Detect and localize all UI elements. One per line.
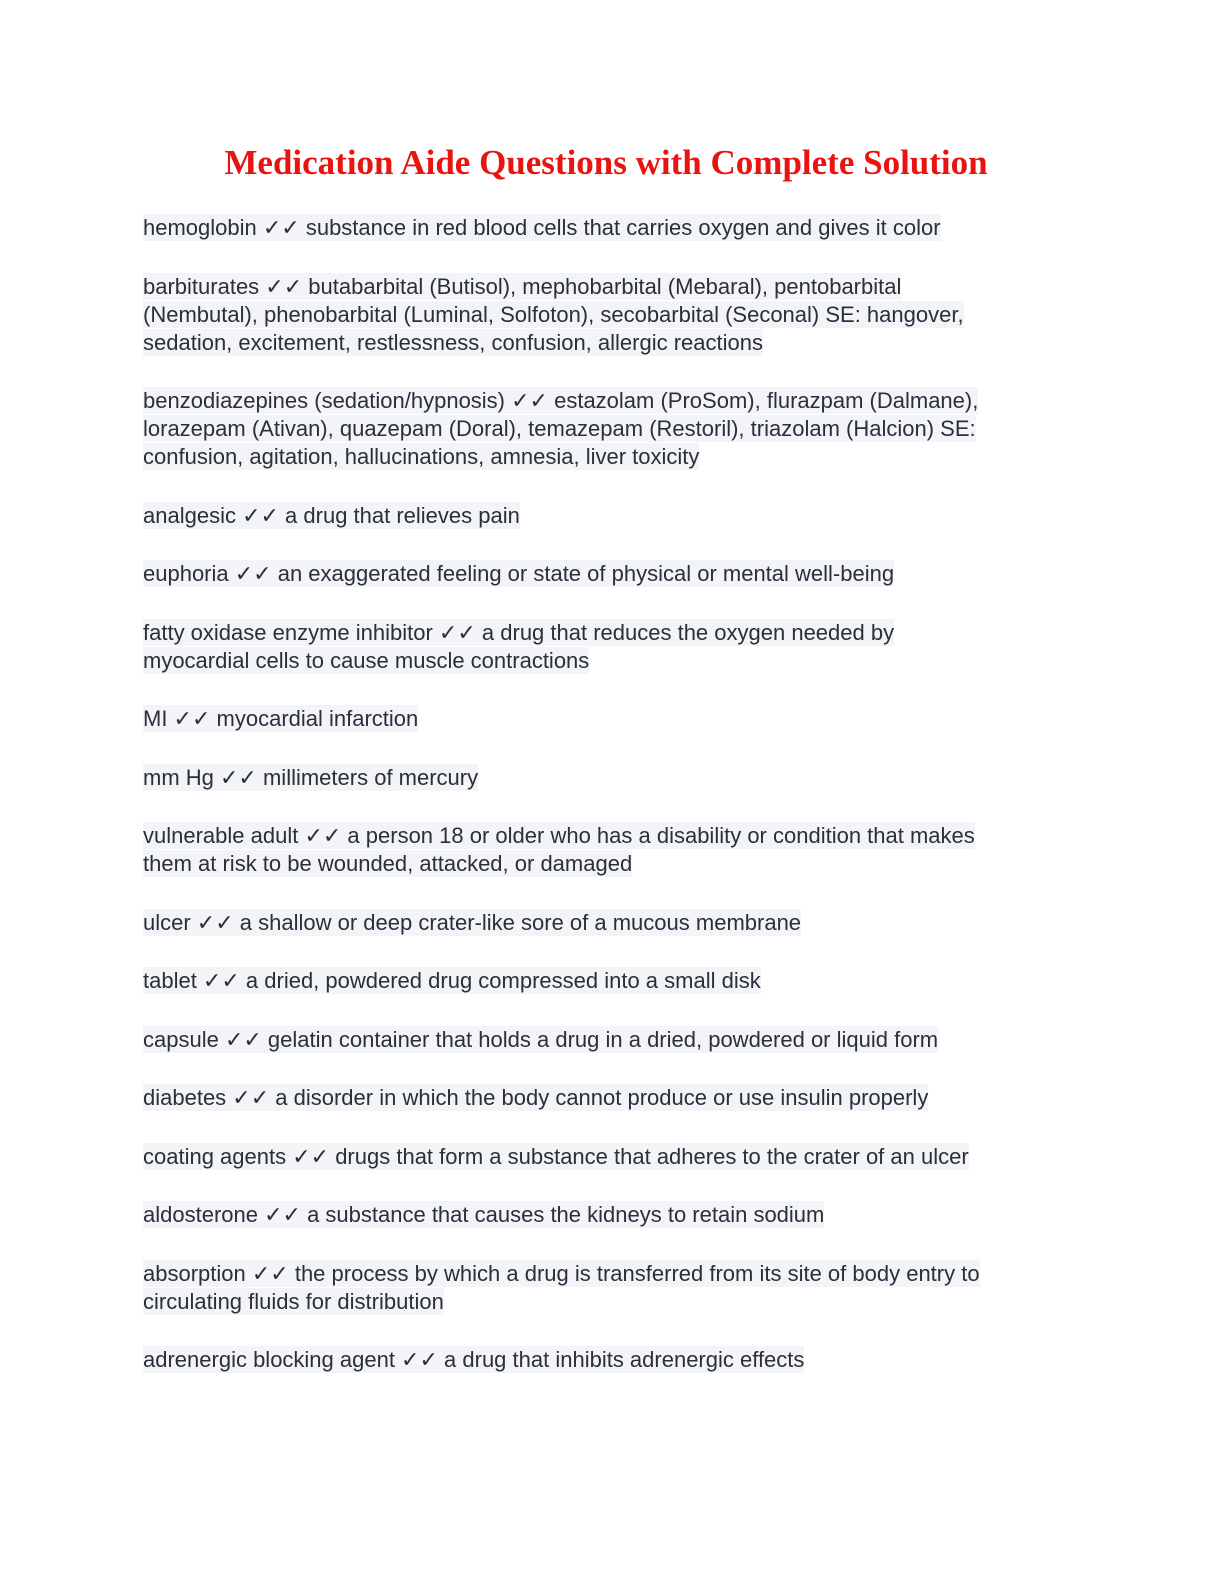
definition-entry [143, 1260, 1053, 1316]
entry-text: absorption ✓✓ the process by which a drug is transferred from its site of body entry to circulating fluids for distribution [143, 1260, 980, 1314]
entry-text: analgesic ✓✓ a drug that relieves pain [143, 502, 520, 528]
definition-entry [143, 560, 1053, 588]
entry-text: ulcer ✓✓ a shallow or deep crater-like sore of a mucous membrane [143, 909, 802, 935]
entry-text: hemoglobin ✓✓ substance in red blood cells that carries oxygen and gives it color [143, 215, 941, 240]
definition-entry [143, 822, 1053, 878]
entry-text: tablet ✓✓ a dried, powdered drug compressed into a small disk [143, 968, 761, 993]
entry-text: aldosterone ✓✓ a substance that causes the kidneys to retain sodium [143, 1202, 825, 1227]
definition-entry [143, 1084, 1053, 1112]
entry-text: fatty oxidase enzyme inhibitor ✓✓ a drug that reduces the oxygen needed by myocardial cells to cause muscle contractions [143, 619, 895, 673]
definition-entry [143, 764, 1053, 792]
definition-entry [143, 214, 1053, 242]
entry-text: barbiturates ✓✓ butabarbital (Butisol), mephobarbital (Mebaral), pentobarbital (Nembutal), phenobarbital (Luminal, Solfoton), secobarbital (Seconal) SE: hangover, sedation, excitement, restlessness, confusion, allergic reactions [143, 273, 964, 355]
definition-list [143, 214, 1053, 1405]
definition-entry [143, 1201, 1053, 1229]
entry-text: diabetes ✓✓ a disorder in which the body cannot produce or use insulin properly [143, 1085, 929, 1110]
definition-entry [143, 909, 1053, 937]
entry-text: coating agents ✓✓ drugs that form a substance that adheres to the crater of an ulcer [143, 1143, 969, 1169]
entry-text: vulnerable adult ✓✓ a person 18 or older who has a disability or condition that makes them at risk to be wounded, attacked, or damaged [143, 823, 975, 876]
document-title: Medication Aide Questions with Complete Solution [224, 143, 988, 182]
entry-text: adrenergic blocking agent ✓✓ a drug that inhibits adrenergic effects [143, 1347, 805, 1372]
entry-text: capsule ✓✓ gelatin container that holds a drug in a dried, powdered or liquid form [143, 1026, 939, 1052]
definition-entry [143, 273, 1053, 357]
definition-entry [143, 387, 1053, 471]
entry-text: mm Hg ✓✓ millimeters of mercury [143, 764, 479, 790]
definition-entry [143, 705, 1053, 733]
definition-entry [143, 1346, 1053, 1374]
definition-entry [143, 1026, 1053, 1054]
definition-entry [143, 502, 1053, 530]
definition-entry [143, 967, 1053, 995]
entry-text: MI ✓✓ myocardial infarction [143, 706, 419, 731]
definition-entry [143, 619, 1053, 675]
entry-text: euphoria ✓✓ an exaggerated feeling or state of physical or mental well-being [143, 561, 895, 586]
entry-text: benzodiazepines (sedation/hypnosis) ✓✓ estazolam (ProSom), flurazpam (Dalmane), lorazepam (Ativan), quazepam (Doral), temazepam (Restoril), triazolam (Halcion) SE: confusion, agitation, hallucinations, amnesia, liver toxicity [143, 388, 979, 469]
definition-entry [143, 1143, 1053, 1171]
